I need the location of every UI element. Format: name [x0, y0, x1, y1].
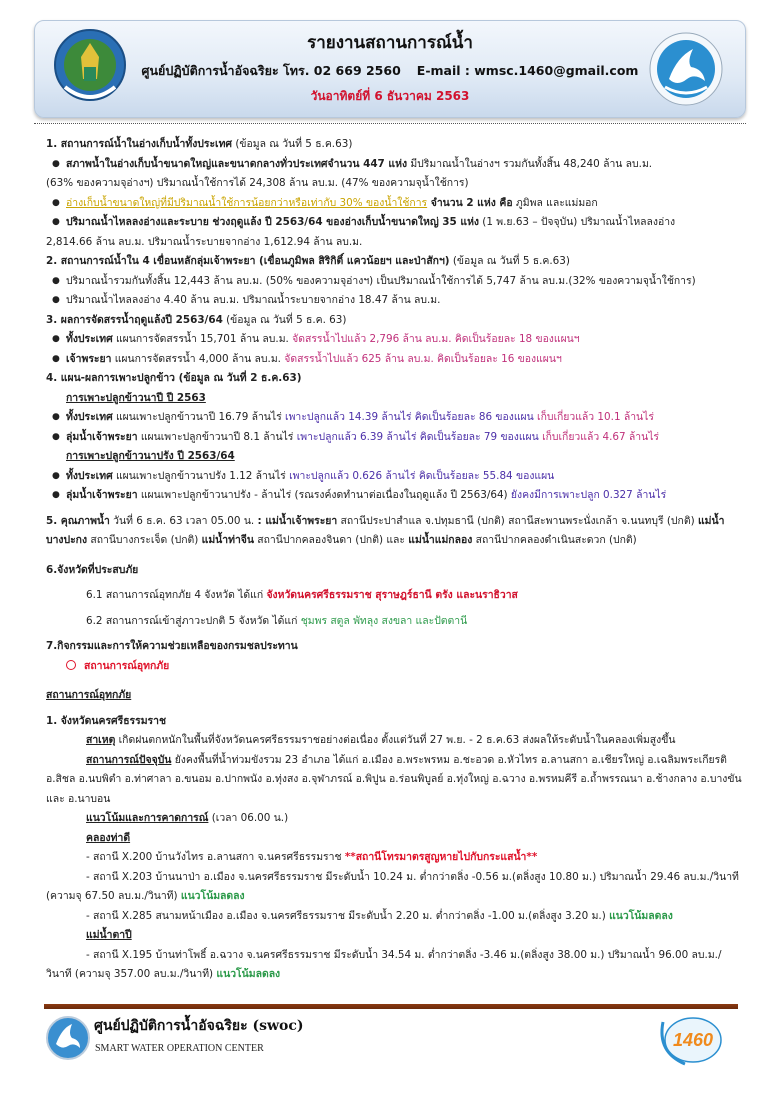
s1-b1-text: มีปริมาณน้ำในอ่างฯ รวมกันทั้งสิ้น 48,240 ล้าน ลบ.ม.: [407, 157, 653, 170]
s6-line-2: [46, 612, 746, 632]
s5-b4: แม่น้ำแม่กลอง: [408, 534, 473, 546]
flood-cause: [46, 731, 746, 751]
trend-label: แนวโน้มและการคาดการณ์: [86, 812, 209, 824]
trend-time: (เวลา 06.00 น.): [208, 812, 289, 824]
s7-item: [46, 657, 746, 677]
swoc-logo: [647, 27, 725, 111]
s4-r1-planted: เพาะปลูกแล้ว 14.39 ล้านไร่ คิดเป็นร้อยละ 86 ของแผน: [285, 411, 538, 423]
s5-lead: 5. คุณภาพน้ำ: [46, 514, 110, 527]
cause-label: สาเหตุ: [86, 734, 116, 746]
s5-b3: แม่น้ำท่าจีน: [201, 534, 254, 546]
s4-r3-planted: เพาะปลูกแล้ว 0.626 ล้านไร่ คิดเป็นร้อยละ 55.84 ของแผน: [289, 469, 555, 482]
s4-r1-harvested: เก็บเกี่ยวแล้ว 10.1 ล้านไร่: [537, 411, 654, 423]
station-x195: [46, 946, 746, 985]
section-7-heading: 7.กิจกรรมและการให้ความช่วยเหลือของกรมชลประทาน: [46, 640, 298, 652]
st3-text: - สถานี X.285 สนามหน้าเมือง อ.เมือง จ.นครศรีธรรมราช มีระดับน้ำ 2.20 ม. ต่ำกว่าตลิ่ง -1.00 ม.(ตลิ่งสูง 3.20 ม.): [86, 909, 610, 922]
s4-row-2: [46, 428, 746, 448]
s1-bullet-2: [46, 194, 746, 214]
hotline-number: 1460: [672, 1030, 714, 1050]
footer-divider: [44, 1004, 738, 1009]
s1-b1-bold: สภาพน้ำในอ่างเก็บน้ำขนาดใหญ่และขนาดกลางทั่วประเทศจำนวน 447 แห่ง: [66, 157, 408, 170]
st4-trend: แนวโน้มลดลง: [216, 968, 281, 980]
s1-b3-text: (1 พ.ย.63 – ปัจจุบัน) ปริมาณน้ำไหลลงอ่าง: [479, 216, 676, 228]
section-3-heading: [46, 311, 746, 331]
section-1-heading: [46, 135, 746, 155]
s3-bullet-2: [46, 350, 746, 370]
s3-b1-text: แผนการจัดสรรน้ำ 15,701 ล้าน ลบ.ม.: [112, 333, 293, 345]
s4-r4-bold: ลุ่มน้ำเจ้าพระยา: [66, 489, 138, 501]
report-body: [46, 135, 746, 985]
header-divider: [34, 123, 746, 124]
s4-row-4: [46, 486, 746, 506]
flood-trend: [46, 809, 746, 829]
s1-bullet-3: [46, 213, 746, 233]
s3-note: (ข้อมูล ณ วันที่ 5 ธ.ค. 63): [222, 313, 347, 326]
s1-b2-bold: จำนวน 2 แห่ง คือ: [427, 196, 513, 209]
flood-current: [46, 751, 746, 810]
s1-b2-highlight: อ่างเก็บน้ำขนาดใหญ่ที่มีปริมาณน้ำใช้การน้อยกว่าหรือเท่ากับ 30% ของน้ำใช้การ: [66, 196, 428, 209]
s1-bullet-1-cont: (63% ของความจุอ่างฯ) ปริมาณน้ำใช้การได้ 24,308 ล้าน ลบ.ม. (47% ของความจุน้ำใช้การ): [46, 177, 469, 189]
s4-row-3: [46, 467, 746, 487]
s2-bullet-2: ● ปริมาณน้ำไหลลงอ่าง 4.40 ล้าน ลบ.ม. ปริมาณน้ำระบายจากอ่าง 18.47 ล้าน ลบ.ม.: [46, 291, 746, 311]
station-x285: [46, 907, 746, 927]
s4-subheading-2: การเพาะปลูกข้าวนาปรัง ปี 2563/64: [66, 450, 235, 462]
s2-bullet-1: ● ปริมาณน้ำรวมกันทั้งสิ้น 12,443 ล้าน ลบ.ม. (50% ของความจุอ่างฯ) เป็นปริมาณน้ำใช้การได้ 5,747 ล้าน ลบ.ม.(32% ของความจุน้ำใช้การ): [46, 272, 746, 292]
s1-b2-text: ภูมิพล และแม่มอก: [512, 196, 598, 209]
section-5-water-quality: [46, 512, 746, 551]
current-label: สถานการณ์ปัจจุบัน: [86, 753, 172, 766]
flood-province: 1. จังหวัดนครศรีธรรมราช: [46, 714, 167, 727]
report-contact: [35, 61, 745, 81]
s3-b1-allocated: จัดสรรน้ำไปแล้ว 2,796 ล้าน ลบ.ม. คิดเป็นร้อยละ 18 ของแผนฯ: [292, 333, 580, 345]
footer-swoc-logo: [46, 1012, 90, 1064]
flood-heading: สถานการณ์อุทกภัย: [46, 689, 132, 701]
river-tapi: แม่น้ำตาปี: [86, 929, 132, 941]
s4-r2-bold: ลุ่มน้ำเจ้าพระยา: [66, 430, 138, 443]
report-header: [34, 20, 746, 118]
circle-bullet-icon: [66, 660, 76, 670]
s4-r4-text: แผนเพาะปลูกข้าวนาปรัง - ล้านไร่ (รณรงค์งดทำนาต่อเนื่องในฤดูแล้ง ปี 2563/64): [137, 489, 511, 501]
s6-l2-text: 6.2 สถานการณ์เข้าสู่ภาวะปกติ 5 จังหวัด ได้แก่: [86, 614, 301, 627]
s3-b2-allocated: จัดสรรน้ำไปแล้ว 625 ล้าน ลบ.ม. คิดเป็นร้อยละ 16 ของแผนฯ: [284, 352, 562, 365]
s5-b1: : แม่น้ำเจ้าพระยา: [257, 514, 338, 527]
s4-r3-text: แผนเพาะปลูกข้าวนาปรัง 1.12 ล้านไร่: [112, 469, 290, 482]
s3-title: 3. ผลการจัดสรรน้ำฤดูแล้งปี 2563/64: [46, 313, 223, 326]
s5-t3: สถานีบางกระเจ็ด (ปกติ): [87, 534, 202, 546]
s1-note: (ข้อมูล ณ วันที่ 5 ธ.ค.63): [232, 138, 353, 150]
s5-t1: วันที่ 6 ธ.ค. 63 เวลา 05.00 น.: [109, 514, 258, 527]
s3-b2-text: แผนการจัดสรรน้ำ 4,000 ล้าน ลบ.ม.: [111, 352, 285, 365]
s2-note: (ข้อมูล ณ วันที่ 5 ธ.ค.63): [449, 255, 570, 267]
s6-line-1: [46, 586, 746, 606]
s4-r2-planted: เพาะปลูกแล้ว 6.39 ล้านไร่ คิดเป็นร้อยละ 79 ของแผน: [296, 430, 543, 443]
footer-org-english: SMART WATER OPERATION CENTER: [95, 1043, 264, 1054]
s3-b2-bold: เจ้าพระยา: [66, 352, 112, 365]
s4-subheading-1: การเพาะปลูกข้าวนาปี ปี 2563: [66, 391, 206, 404]
s3-b1-bold: ทั้งประเทศ: [66, 333, 113, 345]
s4-r4-planted: ยังคงมีการเพาะปลูก 0.327 ล้านไร่: [510, 489, 667, 501]
s1-bullet-3-cont: 2,814.66 ล้าน ลบ.ม. ปริมาณน้ำระบายจากอ่าง 1,612.94 ล้าน ลบ.ม.: [46, 235, 363, 248]
st2-trend: แนวโน้มลดลง: [180, 890, 245, 902]
cause-text: เกิดฝนตกหนักในพื้นที่จังหวัดนครศรีธรรมราชอย่างต่อเนื่อง ตั้งแต่วันที่ 27 พ.ย. - 2 ธ.ค.63 ส่งผลให้ระดับน้ำในคลองเพิ่มสูงขึ้น: [115, 734, 676, 746]
s6-l2-provinces: ชุมพร สตูล พัทลุง สงขลา และปัตตานี: [300, 614, 468, 627]
report-date: วันอาทิตย์ที่ 6 ธันวาคม 2563: [310, 89, 470, 103]
s4-r1-text: แผนเพาะปลูกข้าวนาปี 16.79 ล้านไร่: [112, 411, 286, 423]
center-email: E-mail : wmsc.1460@gmail.com: [416, 63, 639, 78]
s4-r2-text: แผนเพาะปลูกข้าวนาปี 8.1 ล้านไร่: [137, 430, 297, 443]
st1-alert: **สถานีโทรมาตรสูญหายไปกับกระแสน้ำ**: [344, 851, 538, 863]
section-4-heading: 4. แผน-ผลการเพาะปลูกข้าว (ข้อมูล ณ วันที่ 2 ธ.ค.63): [46, 372, 302, 384]
report-title: รายงานสถานการณ์น้ำ: [307, 33, 473, 53]
section-2-heading: [46, 252, 746, 272]
s5-t5: สถานีปากคลองดำเนินสะดวก (ปกติ): [472, 534, 637, 546]
section-6-heading: 6.จังหวัดที่ประสบภัย: [46, 563, 139, 576]
canal-tha-di: คลองท่าดี: [86, 831, 131, 844]
s4-row-1: [46, 408, 746, 428]
s1-title: 1. สถานการณ์น้ำในอ่างเก็บน้ำทั้งประเทศ: [46, 138, 233, 150]
center-phone: ศูนย์ปฏิบัติการน้ำอัจฉริยะ โทร. 02 669 2560: [141, 63, 401, 78]
st4-text: - สถานี X.195 บ้านท่าโพธิ์ อ.ฉวาง จ.นครศรีธรรมราช มีระดับน้ำ 34.54 ม. ต่ำกว่าตลิ่ง -3.46 ม.(ตลิ่งสูง 38.00 ม.) ปริมาณน้ำ 96.00 ลบ.ม./วินาที (ความจุ 357.00 ลบ.ม./วินาที): [46, 948, 722, 980]
s4-r2-harvested: เก็บเกี่ยวแล้ว 4.67 ล้านไร่: [542, 430, 660, 443]
s7-item-label: สถานการณ์อุทกภัย: [84, 659, 170, 672]
s6-l1-text: 6.1 สถานการณ์อุทกภัย 4 จังหวัด ได้แก่: [86, 589, 267, 601]
current-text: ยังคงพื้นที่น้ำท่วมขังรวม 23 อำเภอ ได้แก่ อ.เมือง อ.พระพรหม อ.ชะอวด อ.หัวไทร อ.ลานสกา อ.เชียรใหญ่ อ.เฉลิมพระเกียรติ อ.สิชล อ.นบพิตำ อ.ท่าศาลา อ.ขนอม อ.ปากพนัง อ.ทุ่งสง อ.จุฬาภรณ์ อ.พิปูน อ.ร่อนพิบูลย์ อ.ทุ่งใหญ่ อ.ฉวาง อ.พรหมคีรี อ.ถ้ำพรรณนา อ.ช้างกลาง อ.บางขัน และ อ.นาบอน: [46, 753, 742, 805]
s5-t4: สถานีปากคลองจินดา (ปกติ) และ: [253, 534, 409, 546]
st1-text: - สถานี X.200 บ้านวังไทร อ.ลานสกา จ.นครศรีธรรมราช: [86, 851, 345, 863]
s4-r3-bold: ทั้งประเทศ: [66, 469, 113, 482]
st3-trend: แนวโน้มลดลง: [609, 909, 673, 922]
hotline-1460-logo: [655, 1012, 725, 1068]
s6-l1-provinces: จังหวัดนครศรีธรรมราช สุราษฎร์ธานี ตรัง และนราธิวาส: [266, 589, 518, 601]
s1-b3-bold: ปริมาณน้ำไหลลงอ่างและระบาย ช่วงฤดูแล้ง ปี 2563/64 ของอ่างเก็บน้ำขนาดใหญ่ 35 แห่ง: [66, 216, 479, 228]
s3-bullet-1: [46, 330, 746, 350]
s1-bullet-1: [46, 155, 746, 175]
s4-r1-bold: ทั้งประเทศ: [66, 411, 113, 423]
s5-t2: สถานีประปาสำแล จ.ปทุมธานี (ปกติ) สถานีสะพานพระนั่งเกล้า จ.นนทบุรี (ปกติ): [337, 514, 695, 527]
s2-title: 2. สถานการณ์น้ำใน 4 เขื่อนหลักลุ่มเจ้าพระยา (เขื่อนภูมิพล สิริกิติ์ แควน้อยฯ และป่าสักฯ): [46, 255, 450, 267]
s5-b2: แม่น้ำบางปะกง: [46, 514, 725, 546]
st2-text: - สถานี X.203 บ้านนาป่า อ.เมือง จ.นครศรีธรรมราช มีระดับน้ำ 10.24 ม. ต่ำกว่าตลิ่ง -0.56 ม.(ตลิ่งสูง 10.80 ม.) ปริมาณน้ำ 29.46 ลบ.ม./วินาที (ความจุ 67.50 ลบ.ม./วินาที): [46, 870, 739, 902]
station-x200: [46, 848, 746, 868]
footer-org-name: ศูนย์ปฏิบัติการน้ำอัจฉริยะ (swoc): [94, 1018, 304, 1034]
station-x203: [46, 868, 746, 907]
